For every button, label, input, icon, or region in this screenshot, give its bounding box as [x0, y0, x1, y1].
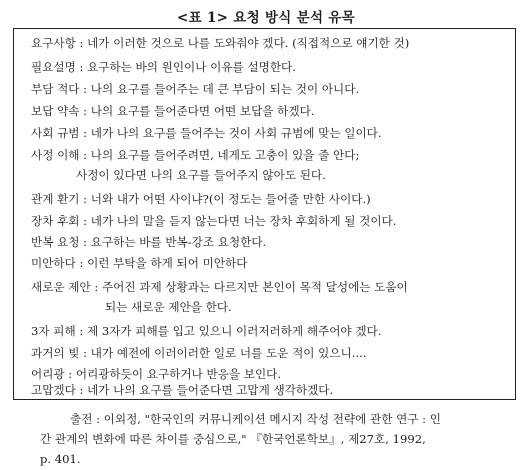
table-title: <표 1> 요청 방식 분석 유목	[177, 10, 355, 26]
row-desc: 네가 나의 말을 듣지 않는다면 너는 장차 후회하게 될 것이다.	[90, 214, 397, 228]
table-row	[31, 279, 509, 295]
row-label: 사회 규범 :	[31, 126, 88, 140]
category-table	[13, 28, 516, 400]
source-citation-line: 출전 : 이외정, "한국인의 커뮤니케이션 메시지 작성 전략에 관한 연구 : 인	[70, 412, 441, 426]
source-citation-line: p. 401.	[40, 452, 81, 466]
row-desc: 주어진 과제 상황과는 다르지만 본인이 목적 달성에는 도움이	[101, 280, 408, 294]
row-desc: 내가 예전에 이러이러한 일로 너를 도운 적이 있으니....	[90, 346, 367, 360]
row-desc: 나의 요구를 들어주려면, 네게도 고충이 있을 줄 안다;	[90, 148, 360, 162]
table-row	[31, 35, 509, 51]
table-row	[31, 345, 509, 361]
table-row	[31, 382, 509, 398]
row-desc: 요구하는 바를 반복-강조 요청한다.	[90, 235, 267, 249]
table-row	[31, 366, 509, 382]
row-desc: 너와 내가 어떤 사이냐?(이 정도는 들어줄 만한 사이다.)	[90, 192, 371, 206]
row-desc: 어리광하듯이 요구하거나 반응을 보인다.	[75, 367, 282, 381]
row-desc: 요구하는 바의 원인이나 이유를 설명한다.	[87, 60, 296, 74]
row-desc: 나의 요구를 들어주는 데 큰 부담이 되는 것이 아니다.	[90, 82, 360, 96]
row-label: 요구사항 :	[31, 36, 84, 50]
row-desc: 제 3자가 피해를 입고 있으니 이러저러하게 해주어야 겠다.	[86, 324, 382, 338]
table-row	[31, 191, 509, 207]
row-label: 반복 요청 :	[31, 235, 88, 249]
table-row	[31, 255, 509, 271]
row-label: 새로운 제안 :	[31, 280, 99, 294]
table-row	[31, 125, 509, 141]
row-desc: 나의 요구를 들어준다면 어떤 보답을 하겠다.	[90, 104, 315, 118]
table-row	[31, 59, 509, 75]
row-label: 장차 후회 :	[31, 214, 88, 228]
table-row	[31, 147, 509, 163]
row-label: 미안하다 :	[31, 256, 84, 270]
row-desc: 이런 부탁을 하게 되어 미안하다	[87, 256, 248, 270]
row-continuation: 되는 새로운 제안을 한다.	[105, 300, 232, 314]
row-continuation: 사정이 있다면 나의 요구를 들어주지 않아도 된다.	[76, 168, 326, 182]
table-row	[31, 234, 509, 250]
source-citation-line: 간 관계의 변화에 따른 차이를 중심으로," 『한국언론학보』, 제27호, 1992,	[40, 432, 426, 446]
row-label: 부담 적다 :	[31, 82, 88, 96]
row-desc: 네가 나의 요구를 들어주는 것이 사회 규범에 맞는 일이다.	[90, 126, 382, 140]
row-desc: 네가 나의 요구를 들어준다면 고맙게 생각하겠다.	[87, 383, 334, 397]
row-desc: 네가 이러한 것으로 나를 도와줘야 겠다. (직접적으로 얘기한 것)	[87, 36, 410, 50]
row-label: 3자 피해 :	[31, 324, 84, 338]
row-label: 보답 약속 :	[31, 104, 88, 118]
row-label: 과거의 빚 :	[31, 346, 88, 360]
table-row	[31, 213, 509, 229]
row-label: 관계 환기 :	[31, 192, 88, 206]
table-row	[31, 323, 509, 339]
row-label: 고맙겠다 :	[31, 383, 84, 397]
table-row	[31, 81, 509, 97]
table-row	[31, 103, 509, 119]
row-label: 사정 이해 :	[31, 148, 88, 162]
row-label: 필요설명 :	[31, 60, 84, 74]
row-label: 어리광 :	[31, 367, 73, 381]
